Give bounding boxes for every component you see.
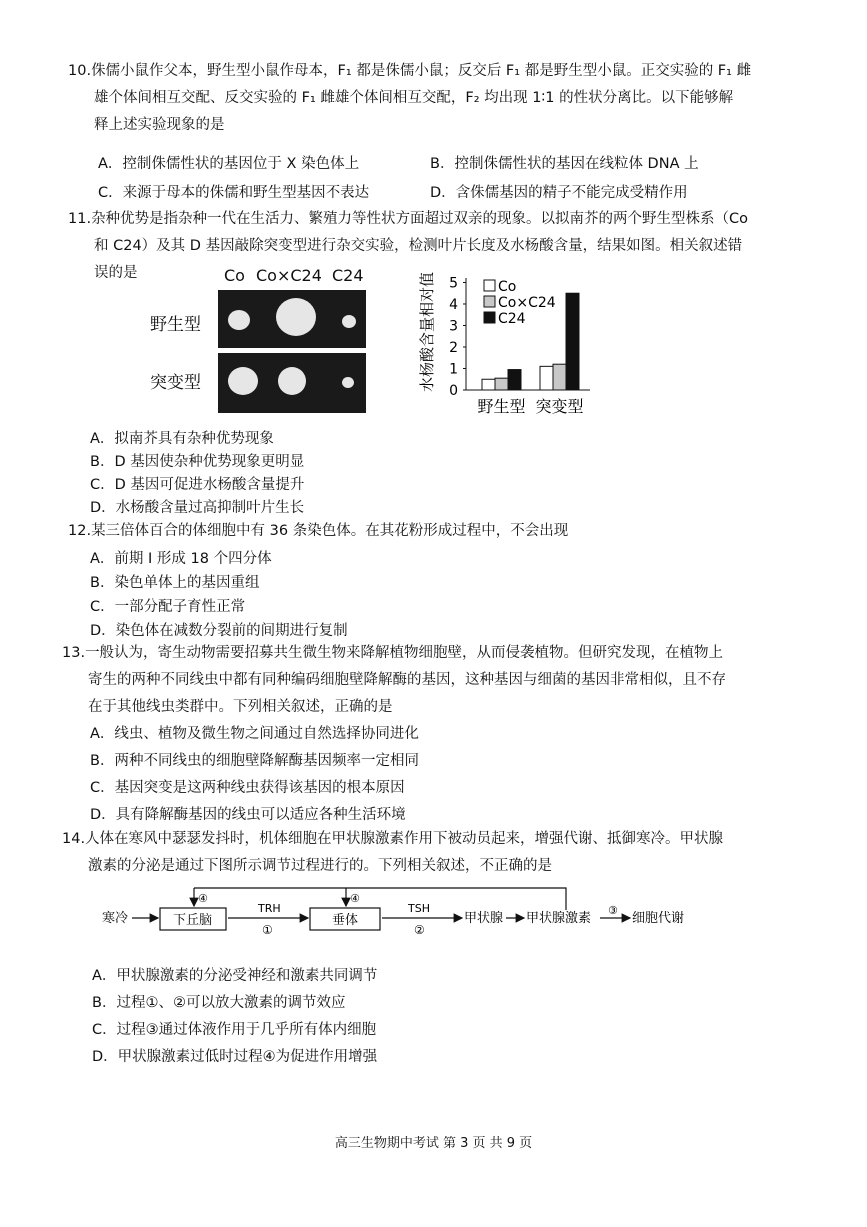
step-3-label: ③ [608,904,618,917]
cell-metabolism-label: 细胞代谢 [632,911,685,926]
photo-col-label-cross: Co×C24 [256,266,322,285]
photo-row-label-wild: 野生型 [150,315,201,335]
q12-option-d[interactable]: D．染色体在减数分裂前的间期进行复制 [90,623,348,639]
question-10-stem-line3: 释上述实验现象的是 [94,117,225,133]
bar-1-2 [540,366,553,390]
question-11-stem-line2: 和 C24）及其 D 基因敲除突变型进行杂交实验，检测叶片长度及水杨酸含量，结果如图。相关叙述错 [94,238,743,254]
question-13-stem-line2: 寄生的两种不同线虫中都有同种编码细胞壁降解酶的基因，这种基因与细菌的基因非常相似，且不存 [88,672,726,688]
mutant-plant-photo [218,353,366,413]
legend-swatch [484,280,495,291]
thyroid-label: 甲状腺 [464,911,504,926]
thyroid-hormone-label: 甲状腺激素 [526,911,592,926]
q13-option-d[interactable]: D．具有降解酶基因的线虫可以适应各种生活环境 [90,807,406,823]
hypothalamus-label: 下丘脑 [173,913,213,928]
q13-option-c[interactable]: C．基因突变是这两种线虫获得该基因的根本原因 [90,780,405,796]
question-number: 14. [62,831,86,847]
y-tick-label: 1 [449,361,458,378]
bar-1-1 [482,379,495,390]
plant-co-mutant [228,367,258,395]
question-number: 13. [62,645,86,661]
photo-row-label-mutant: 突变型 [150,373,201,393]
q10-option-c[interactable]: C．来源于母本的侏儒和野生型基因不表达 [98,185,370,201]
q12-option-b[interactable]: B．染色单体上的基因重组 [90,575,260,591]
step-2-label: ② [414,923,425,937]
y-tick-label: 5 [449,275,458,292]
photo-col-label-c24: C24 [332,266,364,285]
plant-co-wild [228,310,250,330]
q10-option-d[interactable]: D．含侏儒基因的精子不能完成受精作用 [430,185,688,201]
y-tick-label: 2 [449,339,458,356]
step-4b-label: ④ [350,892,360,905]
q12-option-a[interactable]: A．前期 Ⅰ 形成 18 个四分体 [90,551,272,567]
legend-swatch [484,296,495,307]
legend-label: Co×C24 [498,295,556,311]
question-number: 11. [68,211,92,227]
question-14-stem-line2: 激素的分泌是通过下图所示调节过程进行的。下列相关叙述，不正确的是 [88,858,552,874]
bar-3-1 [508,370,521,390]
q14-option-d[interactable]: D．甲状腺激素过低时过程④为促进作用增强 [92,1049,378,1065]
q12-option-c[interactable]: C．一部分配子育性正常 [90,599,246,615]
thyroid-regulation-diagram [100,884,720,940]
step-4a-label: ④ [198,892,208,905]
q11-option-c[interactable]: C．D 基因可促进水杨酸含量提升 [90,477,305,493]
bar-2-1 [495,378,508,390]
q13-option-a[interactable]: A．线虫、植物及微生物之间通过自然选择协同进化 [90,726,419,742]
trh-label: TRH [258,902,281,915]
question-12 [68,518,813,545]
q14-option-c[interactable]: C．过程③通过体液作用于几乎所有体内细胞 [92,1022,377,1038]
y-tick-label: 3 [449,318,458,335]
y-tick-label: 4 [449,296,458,313]
question-10-stem: 10.侏儒小鼠作父本，野生型小鼠作母本，F₁ 都是侏儒小鼠；反交后 F₁ 都是野生型小鼠。正交实验的 F₁ 雌 [68,63,752,79]
q14-option-b[interactable]: B．过程①、②可以放大激素的调节效应 [92,995,346,1011]
wild-type-plant-photo [218,290,366,348]
legend-label: C24 [498,311,526,327]
y-tick-label: 0 [449,383,458,399]
tsh-label: TSH [408,902,430,915]
photo-col-label-co: Co [224,266,245,285]
cold-label: 寒冷 [102,911,129,926]
question-12-stem: 某三倍体百合的体细胞中有 36 条染色体。在其花粉形成过程中，不会出现 [91,523,569,539]
step-1-label: ① [262,923,273,937]
plant-c24-mutant [342,377,354,388]
question-11-stem-line3: 误的是 [94,265,138,281]
y-axis-label: 水杨酸含量相对值 [418,271,436,393]
salicylic-acid-chart [418,262,598,422]
x-category-label: 突变型 [535,397,584,416]
bar-3-2 [566,293,579,390]
feedback-line-top [194,888,566,910]
plant-cross-mutant [278,367,306,395]
x-category-label: 野生型 [477,397,526,416]
q10-option-b[interactable]: B．控制侏儒性状的基因在线粒体 DNA 上 [430,156,699,172]
question-14-stem: 14.人体在寒风中瑟瑟发抖时，机体细胞在甲状腺激素作用下被动员起来，增强代谢、抵御寒冷。甲状腺 [62,831,724,847]
plant-cross-wild [276,298,316,336]
q13-option-b[interactable]: B．两种不同线虫的细胞壁降解酶基因频率一定相同 [90,753,419,769]
q10-option-a[interactable]: A．控制侏儒性状的基因位于 X 染色体上 [98,156,360,172]
pituitary-label: 垂体 [332,913,359,928]
question-11-stem: 11.杂种优势是指杂种一代在生活力、繁殖力等性状方面超过双亲的现象。以拟南芥的两个野生型株系（Co [68,211,749,227]
question-number: 10. [68,63,92,79]
q11-option-a[interactable]: A．拟南芥具有杂种优势现象 [90,431,274,447]
question-10-stem-line2: 雄个体间相互交配、反交实验的 F₁ 雌雄个体间相互交配，F₂ 均出现 1∶1 的性状分离比。以下能够解 [94,90,734,106]
legend-swatch [484,312,495,323]
q11-option-b[interactable]: B．D 基因使杂种优势现象更明显 [90,454,305,470]
question-13 [62,640,814,721]
question-number: 12. [68,523,92,539]
question-13-stem: 13.一般认为，寄生动物需要招募共生微生物来降解植物细胞壁，从而侵袭植物。但研究发现，在植物上 [62,645,724,661]
q11-option-d[interactable]: D．水杨酸含量过高抑制叶片生长 [90,500,305,516]
question-14 [62,826,814,880]
page-footer: 高三生物期中考试 第 3 页 共 9 页 [334,1136,533,1151]
plant-c24-wild [342,315,356,328]
bar-2-2 [553,364,566,390]
question-13-stem-line3: 在于其他线虫类群中。下列相关叙述，正确的是 [88,699,393,715]
question-10 [68,58,813,139]
legend-label: Co [498,279,517,295]
q14-option-a[interactable]: A．甲状腺激素的分泌受神经和激素共同调节 [92,968,378,984]
